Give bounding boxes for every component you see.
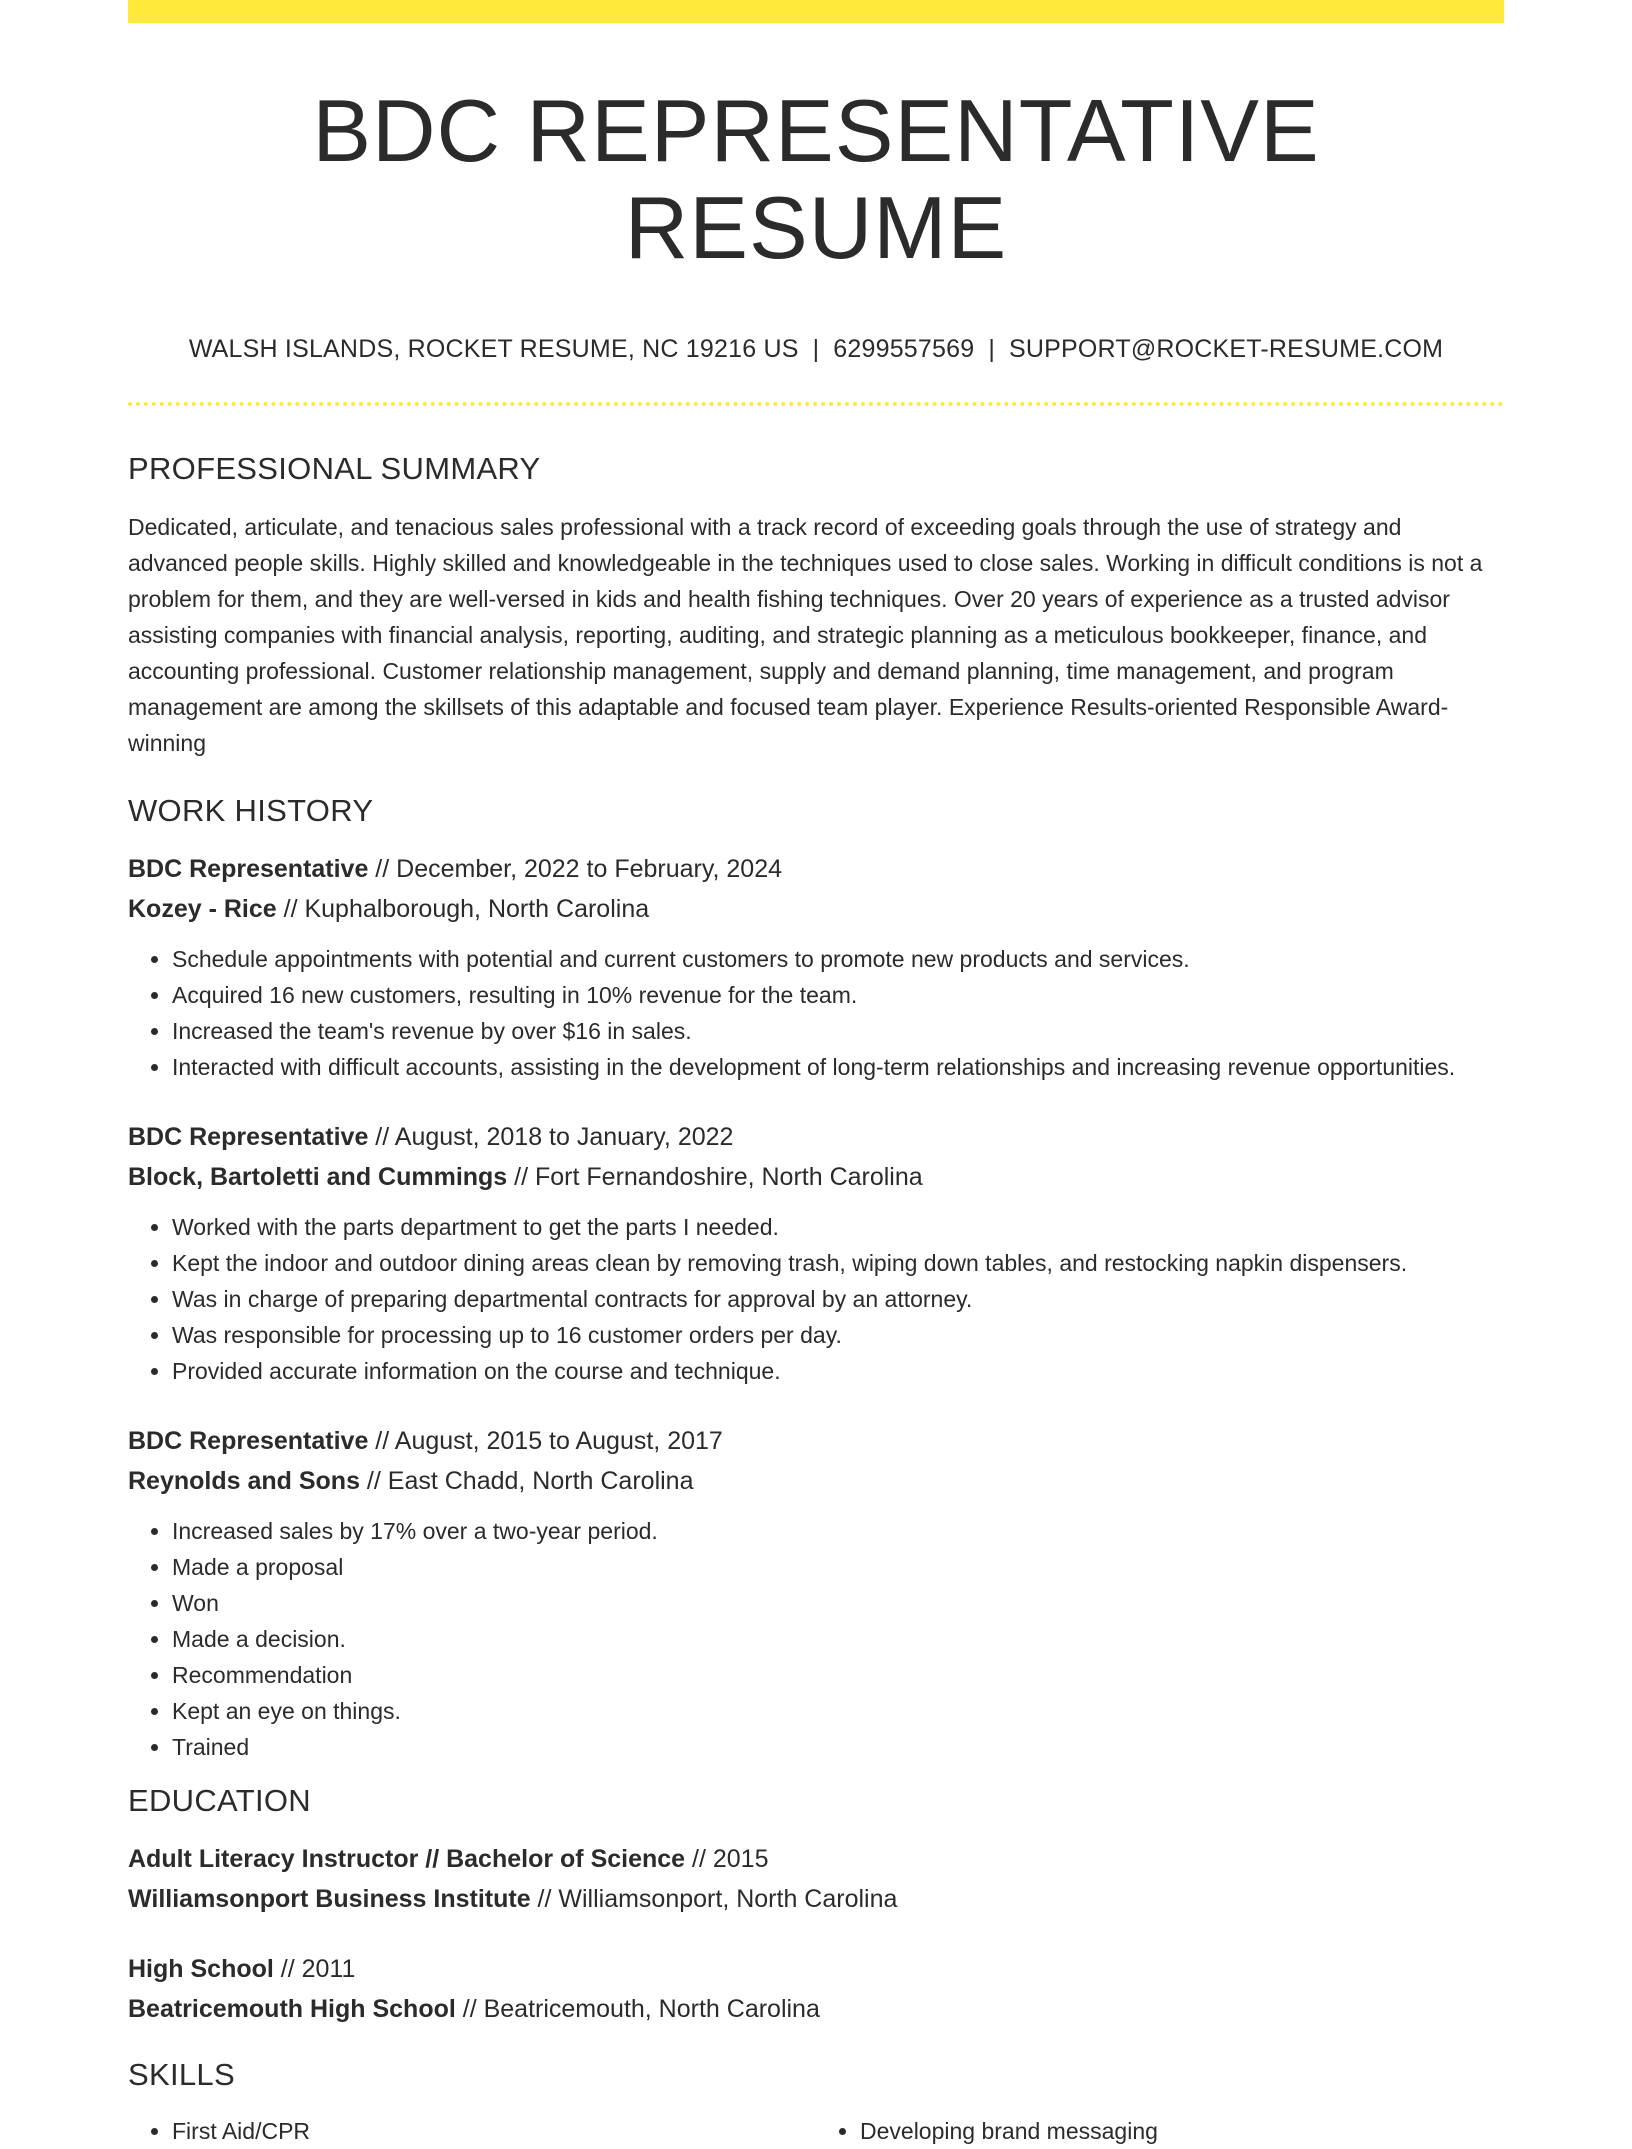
- skill-item: • First Aid/CPR: [172, 2113, 816, 2149]
- list-item: • Was in charge of preparing departmental contracts for approval by an attorney.: [172, 1281, 1504, 1317]
- education-entry: [128, 1839, 1504, 1919]
- work-history-heading: WORK HISTORY: [128, 792, 374, 828]
- job-title-line: [128, 1117, 1504, 1157]
- list-item: • Won: [172, 1585, 1504, 1621]
- education-school: Beatricemouth High School: [128, 1994, 456, 2023]
- summary-text: Dedicated, articulate, and tenacious sales professional with a track record of exceeding goals through the use of strategy and advanced people skills. Highly skilled and knowledgeable in the techniques used to close sales. Working in difficult conditions is not a problem for them, and they are well-versed in kids and health fishing techniques. Over 20 years of experience as a trusted advisor assisting companies with financial analysis, reporting, auditing, and strategic planning as a meticulous bookkeeper, finance, and accounting professional. Customer relationship management, supply and demand planning, time management, and program management are among the skillsets of this adaptable and focused team player. Experience Results-oriented Responsible Award-winning: [128, 513, 1483, 756]
- top-accent-bar: [128, 0, 1504, 23]
- dotted-divider: [128, 402, 1504, 406]
- education-location: // Beatricemouth, North Carolina: [455, 1994, 820, 2023]
- job-bullet-list: [128, 1209, 1504, 1389]
- job-entry: [128, 849, 1504, 1085]
- job-entry: [128, 1117, 1504, 1389]
- education-school: Williamsonport Business Institute: [128, 1884, 531, 1913]
- list-item: • Trained: [172, 1729, 1504, 1765]
- contact-email: SUPPORT@ROCKET-RESUME.COM: [1009, 334, 1444, 363]
- education-degree: Adult Literacy Instructor // Bachelor of Science: [128, 1844, 686, 1873]
- list-item: • Made a proposal: [172, 1549, 1504, 1585]
- list-item: • Was responsible for processing up to 16 customer orders per day.: [172, 1317, 1504, 1353]
- job-company-line: [128, 1461, 1504, 1501]
- education-degree-line: [128, 1949, 1504, 1989]
- education-degree: High School: [128, 1954, 274, 1983]
- job-title-line: [128, 849, 1504, 889]
- job-bullet-list: [128, 941, 1504, 1085]
- contact-separator: |: [988, 334, 996, 363]
- education-school-line: [128, 1989, 1504, 2029]
- job-title-line: [128, 1421, 1504, 1461]
- education-year: // 2015: [685, 1844, 769, 1873]
- list-item: • Kept an eye on things.: [172, 1693, 1504, 1729]
- list-item: • Increased the team's revenue by over $16 in sales.: [172, 1013, 1504, 1049]
- job-entry: [128, 1421, 1504, 1765]
- list-item: • Schedule appointments with potential and current customers to promote new products and services.: [172, 941, 1504, 977]
- job-dates: // August, 2015 to August, 2017: [368, 1426, 723, 1455]
- job-company: Kozey - Rice: [128, 894, 277, 923]
- skills-heading: SKILLS: [128, 2056, 235, 2092]
- skills-columns: [128, 2113, 1504, 2149]
- list-item: • Provided accurate information on the course and technique.: [172, 1353, 1504, 1389]
- education-heading: EDUCATION: [128, 1782, 311, 1818]
- job-dates: // August, 2018 to January, 2022: [368, 1122, 734, 1151]
- list-item: • Acquired 16 new customers, resulting in 10% revenue for the team.: [172, 977, 1504, 1013]
- summary-heading: PROFESSIONAL SUMMARY: [128, 450, 541, 486]
- skill-item: • Developing brand messaging: [860, 2113, 1504, 2149]
- contact-address: WALSH ISLANDS, ROCKET RESUME, NC 19216 US: [188, 334, 799, 363]
- job-company-line: [128, 1157, 1504, 1197]
- skills-list-left: [128, 2113, 816, 2149]
- list-item: • Kept the indoor and outdoor dining areas clean by removing trash, wiping down tables, and restocking napkin dispensers.: [172, 1245, 1504, 1281]
- resume-page: [128, 0, 1504, 2149]
- contact-phone: 6299557569: [833, 334, 975, 363]
- resume-title: BDC REPRESENTATIVE RESUME: [312, 81, 1320, 277]
- job-location: // Kuphalborough, North Carolina: [276, 894, 650, 923]
- job-company: Reynolds and Sons: [128, 1466, 360, 1495]
- job-dates: // December, 2022 to February, 2024: [368, 854, 783, 883]
- job-title: BDC Representative: [128, 1122, 369, 1151]
- education-school-line: [128, 1879, 1504, 1919]
- job-location: // East Chadd, North Carolina: [359, 1466, 694, 1495]
- education-location: // Williamsonport, North Carolina: [530, 1884, 898, 1913]
- education-degree-line: [128, 1839, 1504, 1879]
- education-entry: [128, 1949, 1504, 2029]
- list-item: • Made a decision.: [172, 1621, 1504, 1657]
- education-year: // 2011: [273, 1954, 356, 1983]
- list-item: • Increased sales by 17% over a two-year period.: [172, 1513, 1504, 1549]
- job-title: BDC Representative: [128, 1426, 369, 1455]
- job-title: BDC Representative: [128, 854, 369, 883]
- contact-line: [128, 335, 1504, 364]
- job-location: // Fort Fernandoshire, North Carolina: [507, 1162, 923, 1191]
- list-item: • Interacted with difficult accounts, assisting in the development of long-term relationships and increasing revenue opportunities.: [172, 1049, 1504, 1085]
- job-bullet-list: [128, 1513, 1504, 1765]
- contact-separator: |: [812, 334, 820, 363]
- list-item: • Recommendation: [172, 1657, 1504, 1693]
- list-item: • Worked with the parts department to get the parts I needed.: [172, 1209, 1504, 1245]
- job-company: Block, Bartoletti and Cummings: [128, 1162, 508, 1191]
- job-company-line: [128, 889, 1504, 929]
- skills-list-right: [816, 2113, 1504, 2149]
